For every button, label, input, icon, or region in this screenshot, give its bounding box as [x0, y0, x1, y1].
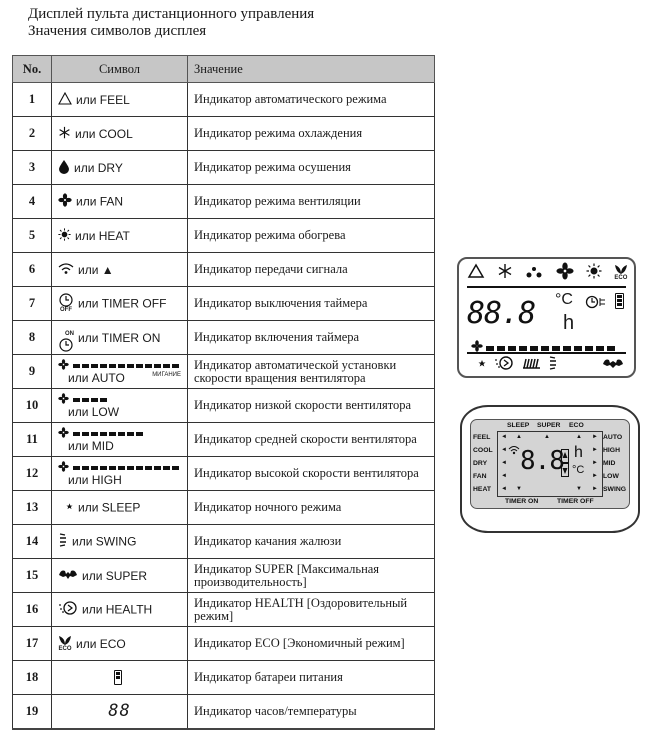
icon-label: ECO [58, 645, 72, 652]
header-symbol: Символ [52, 56, 188, 83]
meaning-cell: Индикатор включения таймера [188, 321, 435, 355]
fan-level-bar [82, 364, 89, 368]
divider-bottom [467, 352, 626, 354]
swing-icon [548, 355, 558, 376]
title-line-2: Значения символов дисплея [28, 23, 207, 39]
fan-level-bar [118, 364, 125, 368]
arrow-left-icon: ◄ [501, 486, 507, 492]
meaning-cell: Индикатор часов/температуры [188, 695, 435, 729]
symbol-cell [52, 695, 188, 729]
health-icon [494, 355, 514, 376]
icon-label: ON [65, 330, 74, 337]
fan-level-bar [541, 346, 549, 351]
timer-icon [585, 295, 609, 314]
meaning-cell: Индикатор ECO [Экономичный режим] [188, 627, 435, 661]
symbol-cell [52, 423, 188, 457]
meaning-cell: Индикатор средней скорости вентилятора [188, 423, 435, 457]
label-cool: COOL [473, 447, 493, 454]
fan-level-bar [574, 346, 582, 351]
symbol-text: или MID [68, 438, 114, 453]
fan-level-bar [109, 466, 116, 470]
row-number: 5 [13, 219, 52, 253]
row-number: 2 [13, 117, 52, 151]
symbol-cell [52, 457, 188, 491]
fan-level-bar [519, 346, 527, 351]
fan-level-bar [552, 346, 560, 351]
triangle-icon [467, 263, 485, 284]
lcd-panel [470, 419, 630, 509]
label-sleep: SLEEP [507, 422, 530, 429]
header-meaning: Значение [188, 56, 435, 83]
fan-level-bar [508, 346, 516, 351]
symbol-cell [52, 559, 188, 593]
symbol-text: или HEAT [75, 228, 130, 243]
fan-level-bar [497, 346, 505, 351]
fan-level-bar [172, 466, 179, 470]
meaning-cell: Индикатор SUPER [Максимальная производительность] [188, 559, 435, 593]
label-high: HIGH [603, 447, 620, 454]
timer-on-icon [58, 324, 74, 352]
fan-level-bar [100, 466, 107, 470]
fan-icon [58, 193, 72, 210]
fan-level-bar [100, 432, 107, 436]
swing-icon [58, 532, 68, 551]
fan-level-bar [172, 364, 179, 368]
fan-level-bar [100, 364, 107, 368]
digits-display-2: 8.8 [520, 446, 564, 476]
row-number: 8 [13, 321, 52, 355]
fan-level-bar [154, 364, 161, 368]
meaning-cell: Индикатор низкой скорости вентилятора [188, 389, 435, 423]
fan-level-bar [73, 364, 80, 368]
symbol-text: или TIMER ON [78, 330, 161, 345]
up-down-indicator [561, 449, 569, 477]
snowflake-icon [497, 263, 513, 284]
symbol-cell [52, 321, 188, 355]
arrow-down-icon: ▼ [576, 486, 582, 492]
muscle-icon [58, 568, 78, 584]
label-dry: DRY [473, 460, 488, 467]
droplets-icon [525, 263, 543, 284]
header-no: No. [13, 56, 52, 83]
fan-level-bar [82, 466, 89, 470]
arrow-left-icon: ◄ [501, 460, 507, 466]
fan-level-bar [73, 466, 80, 470]
table-row [13, 151, 435, 185]
table-row [13, 321, 435, 355]
symbol-cell [52, 355, 188, 389]
symbol-text: или COOL [75, 126, 133, 141]
fan-level-bar [163, 364, 170, 368]
arrow-up-icon: ▲ [576, 434, 582, 440]
label-mid: MID [603, 460, 616, 467]
fan-level-bar [127, 432, 134, 436]
fan-level-bar [136, 432, 143, 436]
meaning-cell: Индикатор режима осушения [188, 151, 435, 185]
mode-icons-row [467, 263, 628, 283]
row-number: 13 [13, 491, 52, 525]
fan-level-bar [82, 432, 89, 436]
label-low: LOW [603, 473, 619, 480]
fan-level-bar [109, 364, 116, 368]
table-row [13, 117, 435, 151]
fan-level-bar [585, 346, 593, 351]
fan-icon [556, 262, 574, 285]
label-swing: SWING [603, 486, 627, 493]
title-line-1: Дисплей пульта дистанционного управления [28, 6, 315, 22]
table-row [13, 457, 435, 491]
symbol-cell [52, 219, 188, 253]
label-heat: HEAT [473, 486, 491, 493]
meaning-cell: Индикатор ночного режима [188, 491, 435, 525]
row-number: 3 [13, 151, 52, 185]
battery-icon [615, 293, 624, 309]
symbol-cell [52, 491, 188, 525]
row-number: 19 [13, 695, 52, 729]
page-title [28, 6, 314, 40]
symbol-text: или DRY [74, 160, 123, 175]
symbol-cell [52, 253, 188, 287]
lcd-inner-frame [497, 431, 603, 497]
eco-leaf-icon [58, 635, 72, 653]
row-number: 14 [13, 525, 52, 559]
fan-level-bar [136, 364, 143, 368]
fan-level-bar [118, 432, 125, 436]
fan-level-bar [163, 466, 170, 470]
row-number: 6 [13, 253, 52, 287]
symbol-text: или HIGH [68, 472, 122, 487]
hours-label-2: h [574, 444, 583, 461]
meaning-cell: Индикатор батареи питания [188, 661, 435, 695]
table-row [13, 219, 435, 253]
arrow-up-icon: ▲ [544, 434, 550, 440]
symbol-text: или SWING [72, 534, 137, 549]
fan-level-bar [91, 466, 98, 470]
table-row [13, 83, 435, 117]
arrow-right-icon: ► [592, 460, 598, 466]
fan-level-bar [596, 346, 604, 351]
row-number: 16 [13, 593, 52, 627]
table-row [13, 355, 435, 389]
divider-top [467, 286, 626, 288]
blink-note: МИГАНИЕ [152, 371, 181, 378]
row-number: 4 [13, 185, 52, 219]
eco-leaf-icon [614, 264, 628, 282]
battery-icon [114, 670, 122, 685]
symbol-cell [52, 83, 188, 117]
row-number: 7 [13, 287, 52, 321]
fan-level-bar [127, 364, 134, 368]
table-row [13, 661, 435, 695]
label-feel: FEEL [473, 434, 491, 441]
row-number: 1 [13, 83, 52, 117]
meaning-cell: Индикатор режима вентиляции [188, 185, 435, 219]
symbol-cell [52, 287, 188, 321]
row-number: 18 [13, 661, 52, 695]
symbol-text: или AUTO [68, 370, 125, 385]
fan-level-bar [136, 466, 143, 470]
remote-display-2 [460, 405, 640, 533]
symbol-cell [52, 185, 188, 219]
symbols-table [12, 55, 435, 730]
segment-digits-icon: 88 [108, 701, 131, 722]
table-row [13, 491, 435, 525]
fan-level-bar [607, 346, 615, 351]
fan-level-bar [127, 466, 134, 470]
table-row [13, 389, 435, 423]
row-number: 9 [13, 355, 52, 389]
fan-level-bar [145, 466, 152, 470]
fan-level-bar [100, 398, 107, 402]
meaning-cell: Индикатор режима обогрева [188, 219, 435, 253]
fan-level-bar [530, 346, 538, 351]
sun-icon [58, 228, 71, 244]
row-number: 10 [13, 389, 52, 423]
arrow-right-icon: ► [592, 447, 598, 453]
row-number: 15 [13, 559, 52, 593]
symbol-cell [52, 151, 188, 185]
hours-label: h [563, 312, 575, 334]
label-fan: FAN [473, 473, 487, 480]
row-number: 12 [13, 457, 52, 491]
louver-icon [521, 356, 541, 374]
symbol-text: или TIMER OFF [78, 296, 167, 311]
fan-level-bar [154, 466, 161, 470]
fan-level-bar [91, 364, 98, 368]
row-number: 17 [13, 627, 52, 661]
signal-icon [58, 262, 74, 277]
symbol-cell [52, 389, 188, 423]
fan-level-bar [73, 398, 80, 402]
table-row [13, 185, 435, 219]
table-row [13, 525, 435, 559]
arrow-left-icon: ◄ [501, 447, 507, 453]
label-timer-on: TIMER ON [505, 498, 539, 505]
fan-level-bar [82, 398, 89, 402]
fan-level-bar [91, 398, 98, 402]
table-row [13, 253, 435, 287]
symbol-text: или FEEL [76, 92, 130, 107]
symbol-cell [52, 525, 188, 559]
meaning-cell: Индикатор выключения таймера [188, 287, 435, 321]
table-row [13, 593, 435, 627]
fan-level-bar [109, 432, 116, 436]
fan-level-bar [91, 432, 98, 436]
meaning-cell: Индикатор режима охлаждения [188, 117, 435, 151]
meaning-cell: Индикатор автоматической установки скорости вращения вентилятора [188, 355, 435, 389]
arrow-right-icon: ► [592, 486, 598, 492]
arrow-up-icon: ▲ [516, 434, 522, 440]
label-eco: ECO [569, 422, 584, 429]
remote-display-1 [457, 257, 636, 378]
arrow-left-icon: ◄ [501, 434, 507, 440]
function-icons-row [469, 356, 624, 374]
symbol-text: или FAN [76, 194, 124, 209]
meaning-cell: Индикатор автоматического режима [188, 83, 435, 117]
symbol-text: или SUPER [82, 568, 148, 583]
fan-level-bar [118, 466, 125, 470]
droplet-icon [58, 159, 70, 177]
symbol-text: или ECO [76, 636, 126, 651]
icon-label: OFF [60, 307, 72, 313]
triangle-icon [58, 92, 72, 108]
meaning-cell: Индикатор высокой скорости вентилятора [188, 457, 435, 491]
digits-display: 88.8 [467, 296, 536, 331]
fan-level-bar [486, 346, 494, 351]
meaning-cell: Индикатор качания жалюзи [188, 525, 435, 559]
label-super: SUPER [537, 422, 561, 429]
eco-label: ECO [614, 275, 628, 281]
timer-off-icon [58, 293, 74, 314]
table-row [13, 287, 435, 321]
table-row [13, 559, 435, 593]
symbol-cell [52, 627, 188, 661]
snowflake-icon [58, 126, 71, 142]
table-row [13, 627, 435, 661]
fan-level-bar [563, 346, 571, 351]
row-number: 11 [13, 423, 52, 457]
moon-star-icon [469, 355, 487, 376]
meaning-cell: Индикатор HEALTH [Оздоровительный режим] [188, 593, 435, 627]
label-timer-off: TIMER OFF [557, 498, 594, 505]
sun-icon [586, 263, 602, 284]
fan-level-bar [145, 364, 152, 368]
signal-icon [508, 445, 520, 457]
label-auto: AUTO [603, 434, 623, 441]
symbol-text: или HEALTH [82, 602, 153, 617]
arrow-left-icon: ◄ [501, 473, 507, 479]
celsius-label: °C [555, 291, 573, 308]
arrow-down-icon: ▼ [516, 486, 522, 492]
health-icon [58, 600, 78, 619]
muscle-icon [602, 356, 624, 375]
table-row [13, 423, 435, 457]
symbol-text: или ▲ [78, 262, 114, 277]
moon-star-icon [58, 499, 74, 516]
fan-level-bar [73, 432, 80, 436]
arrow-right-icon: ► [592, 434, 598, 440]
arrow-right-icon: ► [592, 473, 598, 479]
symbol-text: или SLEEP [78, 500, 141, 515]
symbol-cell [52, 593, 188, 627]
symbol-cell [52, 661, 188, 695]
symbol-text: или LOW [68, 404, 120, 419]
celsius-label-2: °C [572, 464, 585, 476]
symbol-cell [52, 117, 188, 151]
meaning-cell: Индикатор передачи сигнала [188, 253, 435, 287]
table-row [13, 695, 435, 729]
table-header-row [13, 56, 435, 83]
